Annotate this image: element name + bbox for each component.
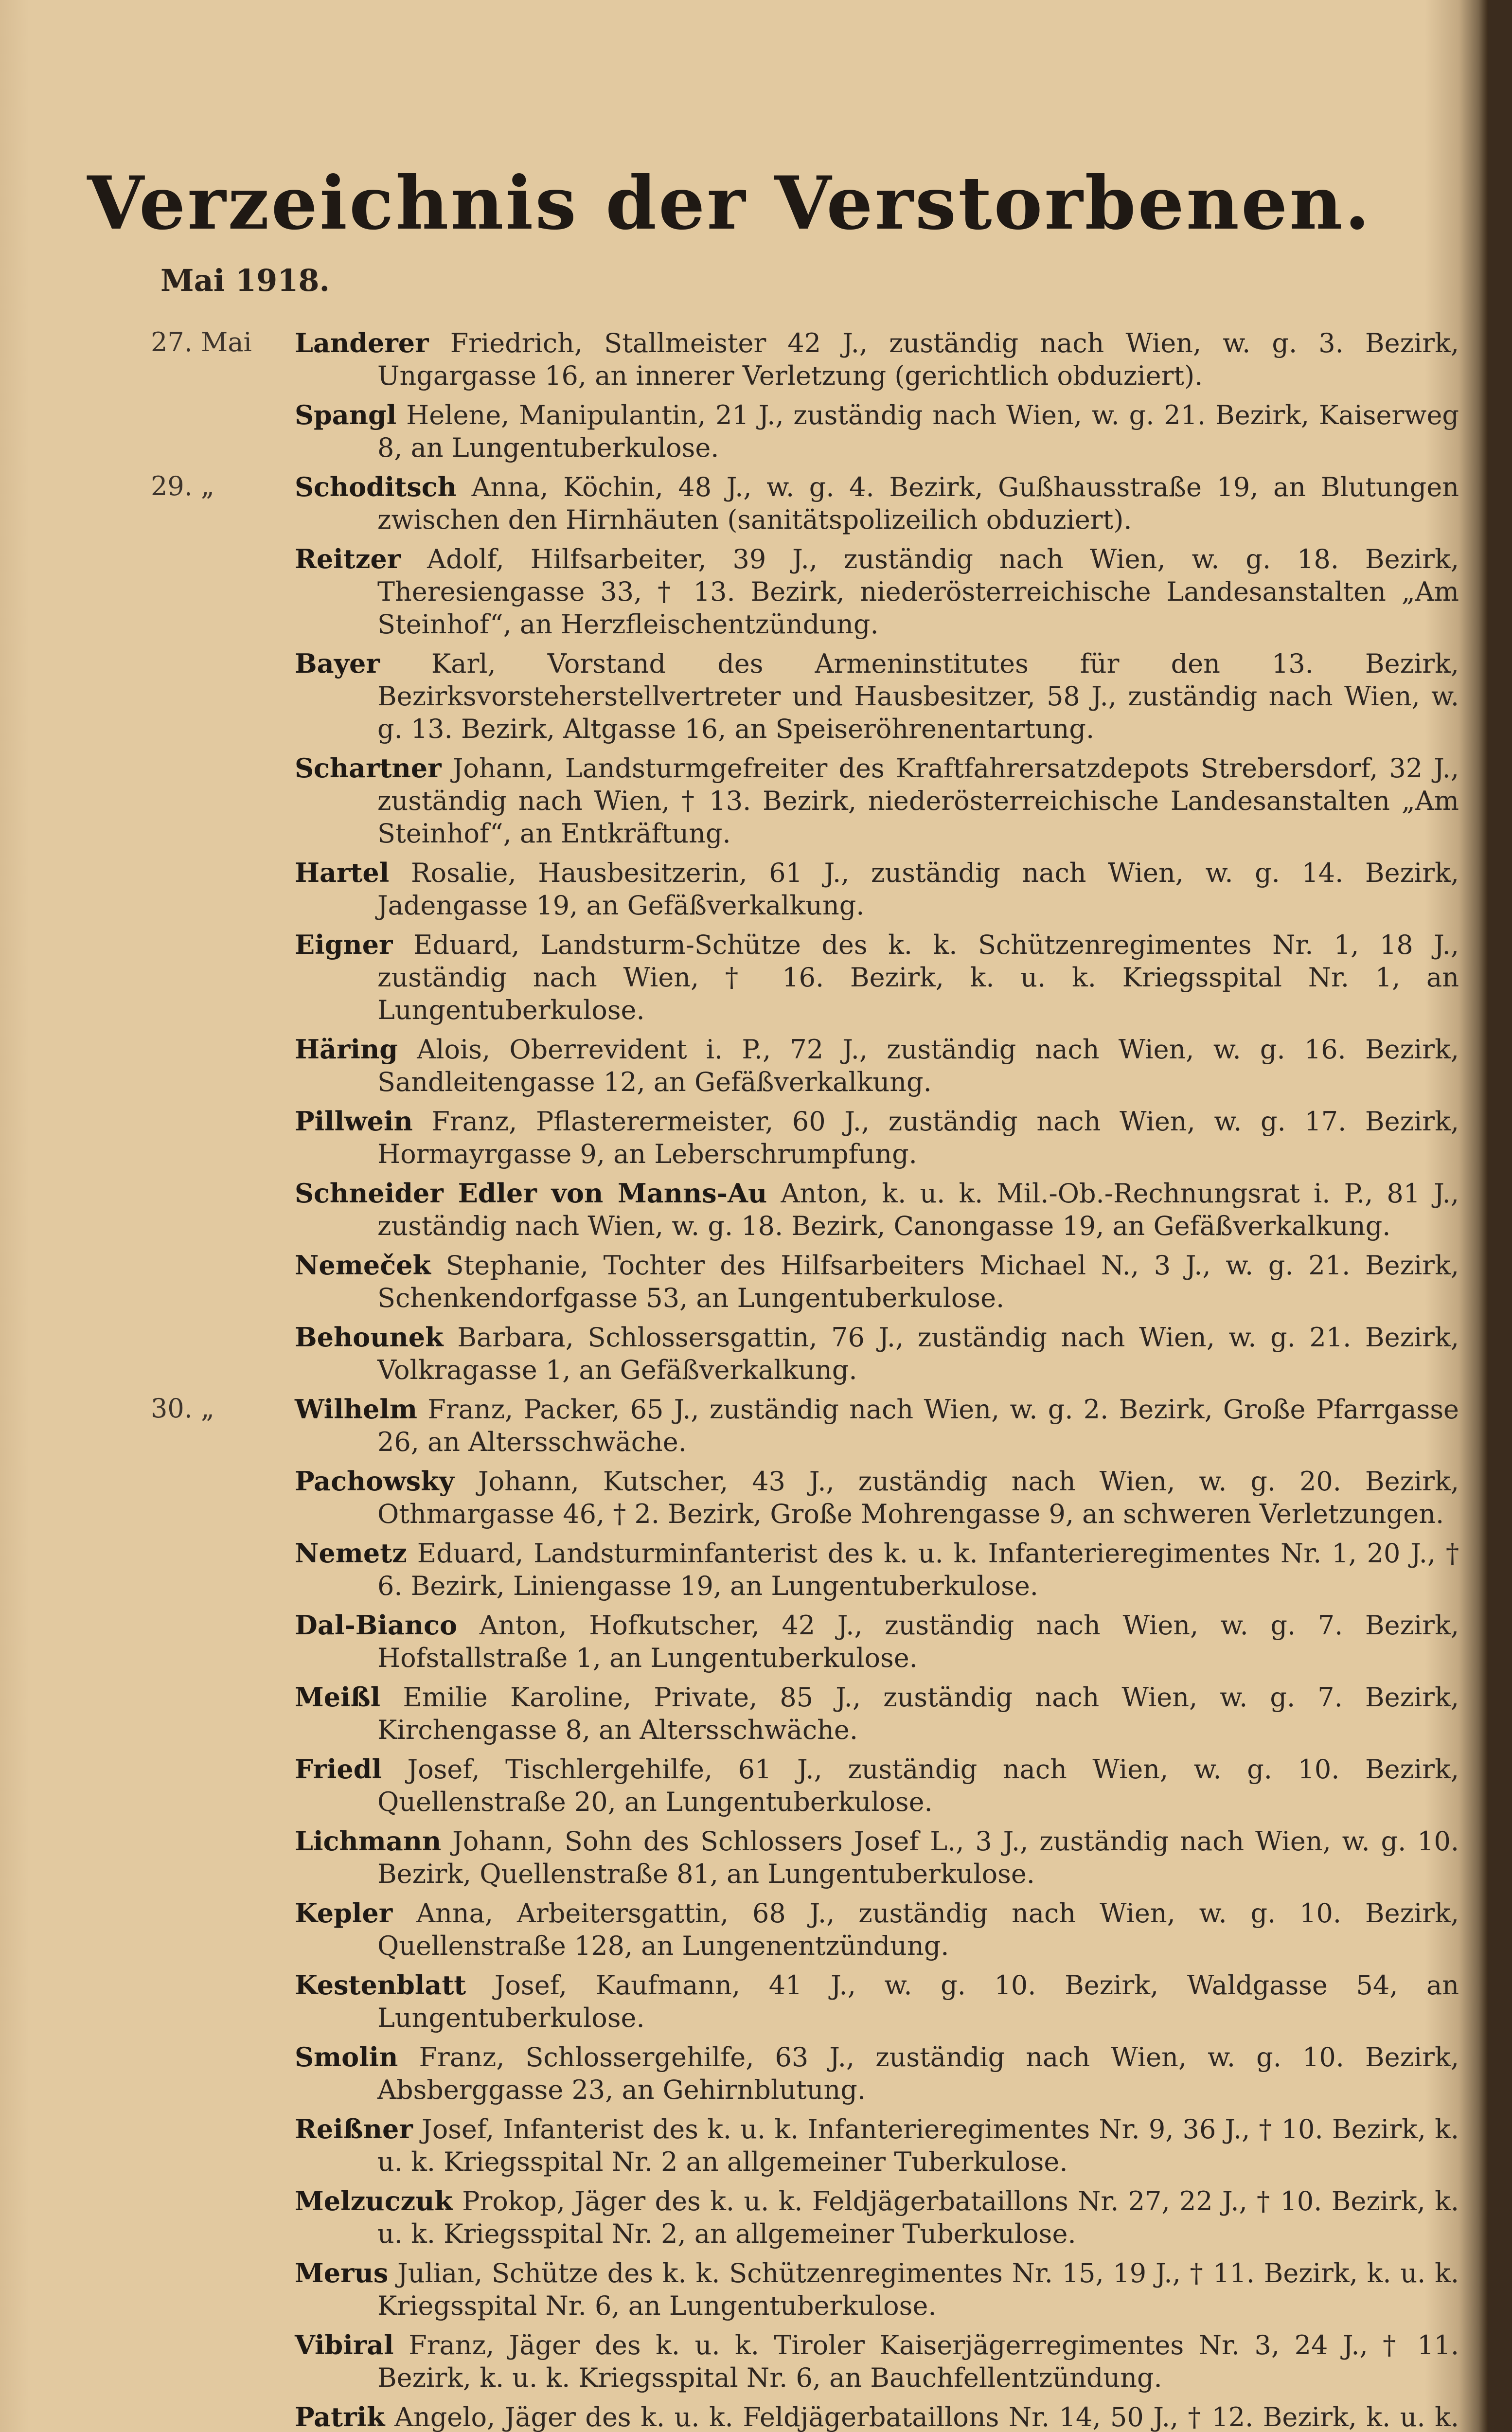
deceased-surname: Spangl (295, 399, 397, 430)
entry-details: Anton, k. u. k. Mil.-Ob.-Rechnungsrat i. P., 81 J., zuständig nach Wien, w. g. 18. Bezirk, Canongasse 19, an Gefäßverkalkung. (377, 1178, 1459, 1241)
page-title: Verzeichnis der Verstorbenen. (87, 161, 1372, 246)
deceased-surname: Friedl (295, 1753, 382, 1785)
entry-details: Anna, Arbeitersgattin, 68 J., zuständig nach Wien, w. g. 10. Bezirk, Quellenstraße 128, an Lungenentzündung. (377, 1898, 1459, 1961)
entry-details: Angelo, Jäger des k. u. k. Feldjägerbataillons Nr. 14, 50 J., † 12. Bezirk, k. u. k. (394, 2402, 1459, 2432)
entry-details: Josef, Infanterist des k. u. k. Infanterieregimentes Nr. 9, 36 J., † 10. Bezirk, k. u. k. Kriegsspital Nr. 2 an allgemeiner Tuberkulose. (377, 2114, 1459, 2177)
entry-body (295, 1969, 1459, 2034)
entry-details: Anton, Hofkutscher, 42 J., zuständig nach Wien, w. g. 7. Bezirk, Hofstallstraße 1, an Lungentuberkulose. (377, 1610, 1459, 1673)
entry-body (295, 2329, 1459, 2394)
entry-body (295, 929, 1459, 1026)
register-entry (151, 1177, 1459, 1242)
deceased-surname: Pachowsky (295, 1466, 454, 1497)
register-entry (151, 2041, 1459, 2106)
entry-body (295, 1321, 1459, 1386)
entry-details: Johann, Kutscher, 43 J., zuständig nach Wien, w. g. 20. Bezirk, Othmargasse 46, † 2. Bezirk, Große Mohrengasse 9, an schweren Verletzungen. (377, 1466, 1459, 1529)
deceased-surname: Behounek (295, 1322, 444, 1353)
entry-body (295, 1033, 1459, 1098)
entry-body (295, 327, 1459, 392)
register-entry (151, 2401, 1459, 2432)
deceased-surname: Dal-Bianco (295, 1609, 458, 1641)
register-entry (151, 327, 1459, 392)
deceased-surname: Wilhelm (295, 1394, 417, 1425)
entry-body (295, 1249, 1459, 1314)
entry-details: Karl, Vorstand des Armeninstitutes für den 13. Bezirk, Bezirksvorsteherstellvertreter und Hausbesitzer, 58 J., zuständig nach Wien, w. g. 13. Bezirk, Altgasse 16, an Speiseröhrenentartung. (377, 648, 1459, 744)
deceased-surname: Vibiral (295, 2329, 394, 2360)
entry-body (295, 2401, 1459, 2432)
entry-details: Helene, Manipulantin, 21 J., zuständig nach Wien, w. g. 21. Bezirk, Kaiserweg 8, an Lungentuberkulose. (377, 400, 1459, 463)
entry-details: Emilie Karoline, Private, 85 J., zuständig nach Wien, w. g. 7. Bezirk, Kirchengasse 8, an Altersschwäche. (377, 1682, 1459, 1745)
entry-details: Josef, Tischlergehilfe, 61 J., zuständig nach Wien, w. g. 10. Bezirk, Quellenstraße 20, an Lungentuberkulose. (377, 1754, 1459, 1817)
register-entry (151, 1105, 1459, 1170)
entry-body (295, 1537, 1459, 1602)
entry-body (295, 1609, 1459, 1674)
deceased-surname: Pillwein (295, 1106, 413, 1137)
register-entry (151, 1537, 1459, 1602)
register-entry (151, 1681, 1459, 1746)
entry-body (295, 2257, 1459, 2322)
entry-details: Josef, Kaufmann, 41 J., w. g. 10. Bezirk, Waldgasse 54, an Lungentuberkulose. (377, 1970, 1459, 2033)
entry-date: 29. „ (151, 471, 215, 501)
register-entry (151, 1033, 1459, 1098)
page-binding-edge (1488, 0, 1512, 2432)
entry-details: Rosalie, Hausbesitzerin, 61 J., zuständig nach Wien, w. g. 14. Bezirk, Jadengasse 19, an Gefäßverkalkung. (377, 858, 1459, 921)
register-entry (151, 857, 1459, 922)
register-entry (151, 647, 1459, 745)
register-entry (151, 752, 1459, 850)
register-entry (151, 929, 1459, 1026)
entry-details: Barbara, Schlossersgattin, 76 J., zuständig nach Wien, w. g. 21. Bezirk, Volkragasse 1, an Gefäßverkalkung. (377, 1322, 1459, 1385)
register-entry (151, 1465, 1459, 1530)
deceased-surname: Schneider Edler von Manns-Au (295, 1178, 767, 1209)
entry-details: Franz, Schlossergehilfe, 63 J., zuständig nach Wien, w. g. 10. Bezirk, Absberggasse 23, an Gehirnblutung. (377, 2042, 1459, 2105)
register-entry (151, 543, 1459, 641)
entry-details: Adolf, Hilfsarbeiter, 39 J., zuständig nach Wien, w. g. 18. Bezirk, Theresiengasse 33, † 13. Bezirk, niederösterreichische Landesanstalten „Am Steinhof“, an Herzfleischentzündung. (377, 544, 1459, 640)
deceased-surname: Schartner (295, 752, 442, 784)
register-entry (151, 2185, 1459, 2250)
entry-details: Franz, Packer, 65 J., zuständig nach Wien, w. g. 2. Bezirk, Große Pfarrgasse 26, an Altersschwäche. (377, 1394, 1459, 1457)
register-entry (151, 471, 1459, 536)
register-entry (151, 1825, 1459, 1890)
entry-body (295, 1465, 1459, 1530)
deceased-surname: Kepler (295, 1897, 393, 1929)
entry-body (295, 1105, 1459, 1170)
entry-body (295, 1753, 1459, 1818)
entry-body (295, 2185, 1459, 2250)
entry-date: 27. Mai (151, 327, 252, 358)
section-heading-month: Mai 1918. (160, 263, 330, 298)
register-entry (151, 399, 1459, 464)
deceased-surname: Häring (295, 1034, 398, 1065)
entry-body (295, 1177, 1459, 1242)
entry-details: Franz, Jäger des k. u. k. Tiroler Kaiserjägerregimentes Nr. 3, 24 J., † 11. Bezirk, k. u. k. Kriegsspital Nr. 6, an Bauchfellentzündung. (377, 2330, 1459, 2393)
register-entry (151, 1969, 1459, 2034)
deceased-surname: Nemeček (295, 1250, 431, 1281)
entry-body (295, 647, 1459, 745)
register-entry (151, 1753, 1459, 1818)
deceased-surname: Melzuczuk (295, 2185, 453, 2217)
entry-body (295, 2113, 1459, 2178)
entry-details: Alois, Oberrevident i. P., 72 J., zuständig nach Wien, w. g. 16. Bezirk, Sandleitengasse 12, an Gefäßverkalkung. (377, 1034, 1459, 1097)
deceased-surname: Reitzer (295, 543, 401, 574)
deceased-surname: Lichmann (295, 1825, 442, 1857)
entry-details: Julian, Schütze des k. k. Schützenregimentes Nr. 15, 19 J., † 11. Bezirk, k. u. k. Kriegsspital Nr. 6, an Lungentuberkulose. (377, 2258, 1459, 2321)
entry-details: Anna, Köchin, 48 J., w. g. 4. Bezirk, Gußhausstraße 19, an Blutungen zwischen den Hirnhäuten (sanitätspolizeilich obduziert). (377, 472, 1459, 535)
register-entry (151, 2113, 1459, 2178)
entry-details: Prokop, Jäger des k. u. k. Feldjägerbataillons Nr. 27, 22 J., † 10. Bezirk, k. u. k. Kriegsspital Nr. 2, an allgemeiner Tuberkulose. (377, 2186, 1459, 2249)
entry-body (295, 1681, 1459, 1746)
register-entry (151, 1897, 1459, 1962)
entry-details: Stephanie, Tochter des Hilfsarbeiters Michael N., 3 J., w. g. 21. Bezirk, Schenkendorfgasse 53, an Lungentuberkulose. (377, 1250, 1459, 1313)
deceased-surname: Merus (295, 2257, 389, 2289)
deceased-surname: Schoditsch (295, 471, 457, 502)
deceased-surname: Patrik (295, 2401, 385, 2432)
register-entry (151, 1393, 1459, 1458)
entry-body (295, 471, 1459, 536)
entry-body (295, 1393, 1459, 1458)
deceased-surname: Reißner (295, 2113, 413, 2145)
entry-body (295, 857, 1459, 922)
entry-details: Franz, Pflasterermeister, 60 J., zuständig nach Wien, w. g. 17. Bezirk, Hormayrgasse 9, an Leberschrumpfung. (377, 1106, 1459, 1169)
deceased-surname: Eigner (295, 929, 393, 960)
deceased-surname: Kestenblatt (295, 1969, 466, 2001)
deceased-surname: Nemetz (295, 1538, 407, 1569)
entry-details: Johann, Landsturmgefreiter des Kraftfahrersatzdepots Strebersdorf, 32 J., zuständig nach Wien, † 13. Bezirk, niederösterreichische Landesanstalten „Am Steinhof“, an Entkräftung. (377, 753, 1459, 849)
deceased-surname: Smolin (295, 2041, 398, 2073)
entry-details: Eduard, Landsturminfanterist des k. u. k. Infanterieregimentes Nr. 1, 20 J., † 6. Bezirk, Liniengasse 19, an Lungentuberkulose. (377, 1538, 1459, 1601)
entry-details: Johann, Sohn des Schlossers Josef L., 3 J., zuständig nach Wien, w. g. 10. Bezirk, Quellenstraße 81, an Lungentuberkulose. (377, 1826, 1459, 1889)
entry-body (295, 752, 1459, 850)
register-entry (151, 2257, 1459, 2322)
entry-body (295, 1897, 1459, 1962)
register-entry (151, 1321, 1459, 1386)
entry-body (295, 399, 1459, 464)
register-entry (151, 2329, 1459, 2394)
deceased-surname: Landerer (295, 327, 429, 358)
deceased-surname: Hartel (295, 857, 390, 888)
entry-details: Eduard, Landsturm-Schütze des k. k. Schützenregimentes Nr. 1, 18 J., zuständig nach Wien, † 16. Bezirk, k. u. k. Kriegsspital Nr. 1, an Lungentuberkulose. (377, 930, 1459, 1025)
register-entry (151, 1249, 1459, 1314)
death-register-list (151, 327, 1459, 2432)
deceased-surname: Bayer (295, 648, 380, 679)
entry-body (295, 2041, 1459, 2106)
register-entry (151, 1609, 1459, 1674)
deceased-surname: Meißl (295, 1681, 381, 1713)
entry-date: 30. „ (151, 1393, 215, 1424)
entry-details: Friedrich, Stallmeister 42 J., zuständig nach Wien, w. g. 3. Bezirk, Ungargasse 16, an innerer Verletzung (gerichtlich obduziert). (377, 328, 1459, 391)
entry-body (295, 1825, 1459, 1890)
entry-body (295, 543, 1459, 641)
